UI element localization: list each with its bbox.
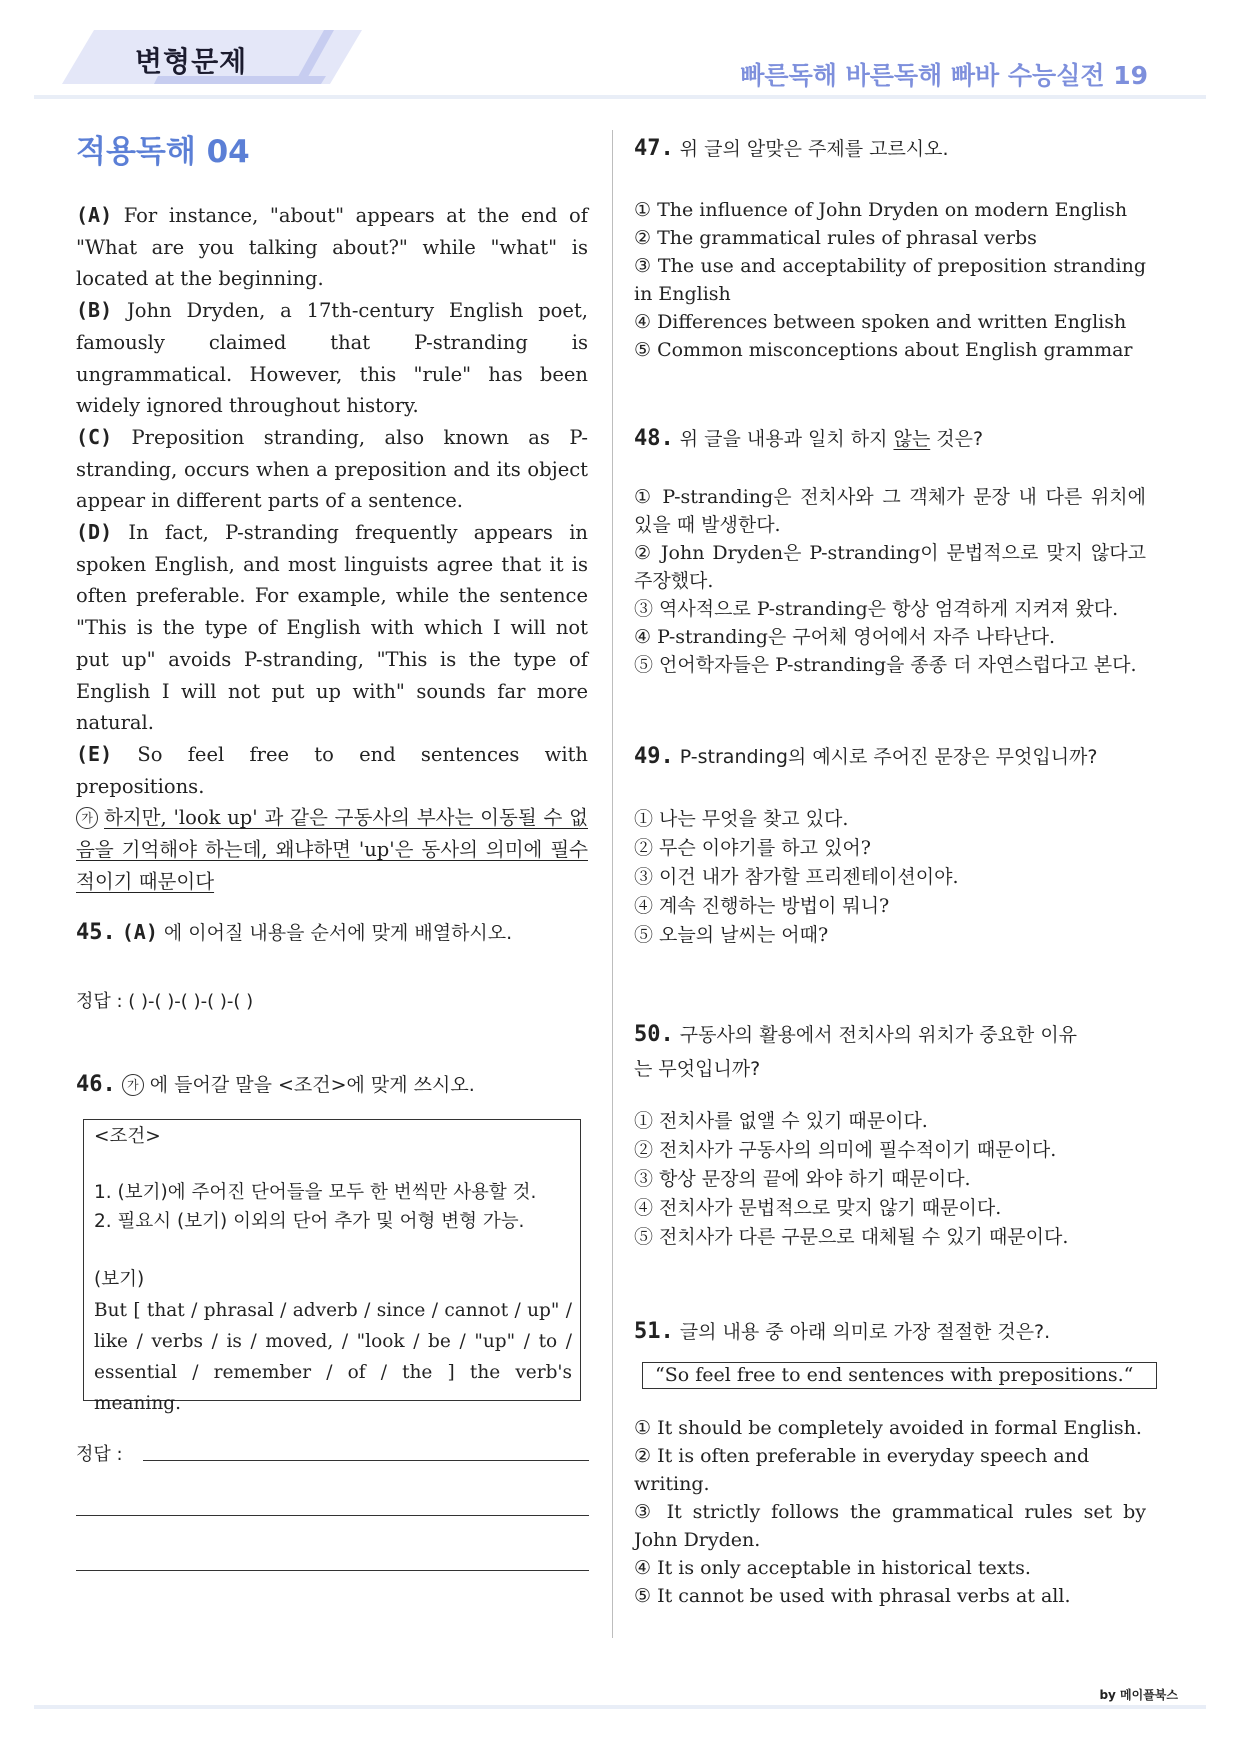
answer-line[interactable] (76, 1515, 589, 1516)
q49-options (634, 805, 1146, 950)
option-2[interactable]: ② The grammatical rules of phrasal verbs (634, 227, 1037, 249)
option-3[interactable]: ③ 항상 문장의 끝에 와야 하기 때문이다. (634, 1168, 971, 1190)
option-1[interactable]: ① 나는 무엇을 찾고 있다. (634, 808, 849, 830)
passage-paragraph-d (76, 517, 588, 739)
question-text: P-stranding의 예시로 주어진 문장은 무엇입니까? (679, 746, 1098, 768)
q50-options (634, 1107, 1146, 1252)
paragraph-label: (D) (76, 520, 113, 545)
option-3[interactable]: ③ 역사적으로 P-stranding은 항상 엄격하게 지켜져 왔다. (634, 598, 1119, 620)
question-51 (634, 1317, 1050, 1344)
option-1[interactable]: ① It should be completely avoided in formal English. (634, 1417, 1142, 1439)
option-5[interactable]: ⑤ 오늘의 날씨는 어때? (634, 924, 829, 946)
paragraph-text: So feel free to end sentences with prepositions. (76, 742, 588, 798)
condition-2: 2. 필요시 (보기) 이외의 단어 추가 및 어형 변형 가능. (94, 1211, 525, 1232)
question-text: 글의 내용 중 아래 의미로 가장 절절한 것은?. (679, 1321, 1051, 1343)
option-2[interactable]: ② 전치사가 구동사의 의미에 필수적이기 때문이다. (634, 1139, 1057, 1161)
paragraph-label: (C) (76, 424, 113, 449)
passage-paragraph-e (76, 739, 588, 802)
question-49 (634, 742, 1098, 769)
question-45 (76, 918, 512, 945)
question-number: 49. (634, 744, 674, 769)
option-1[interactable]: ① P-stranding은 전치사와 그 객체가 문장 내 다른 위치에 있을 때 발생한다. (634, 486, 1146, 536)
paragraph-text: For instance, "about" appears at the end of "What are you talking about?" while "what" is located at the beginning. (76, 204, 588, 291)
header-rule (34, 95, 1206, 99)
option-5[interactable]: ⑤ 전치사가 다른 구문으로 대체될 수 있기 때문이다. (634, 1226, 1069, 1248)
paragraph-label: (E) (76, 741, 113, 766)
reading-passage (76, 200, 588, 897)
option-4[interactable]: ④ P-stranding은 구어체 영어에서 자주 나타난다. (634, 626, 1056, 648)
question-text: 위 글의 알맞은 주제를 고르시오. (679, 138, 949, 160)
answer-line[interactable] (143, 1460, 589, 1461)
paragraph-label: (B) (76, 298, 113, 323)
passage-underlined-sentence (76, 802, 588, 897)
header-tag-label: 변형문제 (135, 45, 248, 78)
q48-options (634, 483, 1146, 679)
option-4[interactable]: ④ Differences between spoken and written English (634, 311, 1127, 333)
paragraph-text: Preposition stranding, also known as P-stranding, occurs when a preposition and its object appear in different parts of a sentence. (76, 425, 588, 513)
paragraph-label: (A) (76, 203, 113, 227)
question-text: 에 이어질 내용을 순서에 맞게 배열하시오. (157, 922, 513, 944)
option-3[interactable]: ③ 이건 내가 참가할 프리젠테이션이야. (634, 866, 959, 888)
question-46 (76, 1070, 475, 1097)
underlined-korean-sentence: 하지만, 'look up' 과 같은 구동사의 부사는 이동될 수 없음을 기억해야 하는데, 왜냐하면 'up'은 동사의 의미에 필수적이기 때문이다 (76, 806, 588, 893)
question-text: 에 들어갈 말을 <조건>에 맞게 쓰시오. (149, 1074, 475, 1096)
question-48 (634, 424, 983, 451)
question-text-underlined: 않는 (893, 428, 931, 450)
question-number: 47. (634, 136, 674, 161)
passage-paragraph-b (76, 295, 588, 422)
option-3[interactable]: ③ The use and acceptability of preposition stranding in English (634, 255, 1146, 305)
passage-paragraph-a (76, 200, 588, 295)
question-number: 50. (634, 1022, 674, 1047)
question-number: 46. (76, 1072, 116, 1097)
question-text: 구동사의 활용에서 전치사의 위치가 중요한 이유 (679, 1024, 1078, 1046)
option-5[interactable]: ⑤ Common misconceptions about English grammar (634, 339, 1133, 361)
condition-1: 1. (보기)에 주어진 단어들을 모두 한 번씩만 사용할 것. (94, 1182, 537, 1203)
bogi-label: (보기) (94, 1269, 145, 1290)
q45-answer-blanks[interactable]: 정답 : ( )-( )-( )-( )-( ) (76, 991, 254, 1012)
answer-line[interactable] (76, 1570, 589, 1571)
q46-answer-label: 정답 : (76, 1444, 123, 1465)
paragraph-reference: (A) (121, 920, 158, 944)
question-text: 것은? (930, 428, 984, 450)
option-4[interactable]: ④ 전치사가 문법적으로 맞지 않기 때문이다. (634, 1197, 1002, 1219)
conditions-title: <조건> (94, 1126, 161, 1147)
option-2[interactable]: ② John Dryden은 P-stranding이 문법적으로 맞지 않다고 주장했다. (634, 542, 1146, 592)
option-3[interactable]: ③ It strictly follows the grammatical rules set by John Dryden. (634, 1501, 1146, 1551)
paragraph-text: In fact, P-stranding frequently appears in spoken English, and most linguists agree that it is often preferable. For example, while the sentence "This is the type of English with which I will not put up" avoids P-stranding, "This is the type of English I will not put up with" sounds far more natural. (76, 521, 588, 735)
question-text: 위 글을 내용과 일치 하지 (679, 428, 894, 450)
question-number: 45. (76, 920, 116, 945)
option-1[interactable]: ① The influence of John Dryden on modern English (634, 199, 1128, 221)
question-text: 는 무엇입니까? (634, 1058, 761, 1080)
passage-paragraph-c (76, 422, 588, 517)
paragraph-text: John Dryden, a 17th-century English poet, famously claimed that P-stranding is ungrammatical. However, this "rule" has been widely ignored throughout history. (76, 299, 588, 418)
option-4[interactable]: ④ 계속 진행하는 방법이 뭐니? (634, 895, 890, 917)
publisher-credit: by 메이플북스 (1099, 1688, 1178, 1702)
q51-quote-box: “So feel free to end sentences with prepositions.“ (642, 1362, 1157, 1389)
footer-rule (34, 1705, 1206, 1709)
column-divider (612, 130, 613, 1638)
bogi-word-list: But [ that / phrasal / adverb / since / cannot / up" / like / verbs / is / moved, / "look / be / "up" / to / essential / remember / of / the ] the verb's meaning. (94, 1300, 572, 1414)
option-2[interactable]: ② It is often preferable in everyday speech and writing. (634, 1445, 1090, 1495)
option-1[interactable]: ① 전치사를 없앨 수 있기 때문이다. (634, 1110, 928, 1132)
conditions-box (83, 1119, 581, 1414)
q47-options (634, 196, 1146, 364)
circled-ga-marker: 가 (122, 1074, 144, 1096)
option-5[interactable]: ⑤ 언어학자들은 P-stranding을 종종 더 자연스럽다고 본다. (634, 654, 1137, 676)
q51-options (634, 1414, 1146, 1610)
question-number: 48. (634, 426, 674, 451)
question-47 (634, 134, 949, 161)
section-title: 적용독해 04 (76, 134, 250, 170)
header-book-title: 빠른독해 바른독해 빠바 수능실전 19 (740, 61, 1148, 90)
question-number: 51. (634, 1319, 674, 1344)
question-50 (634, 1018, 1077, 1086)
option-2[interactable]: ② 무슨 이야기를 하고 있어? (634, 837, 871, 859)
circled-ga-marker: 가 (76, 807, 98, 829)
option-4[interactable]: ④ It is only acceptable in historical texts. (634, 1557, 1031, 1579)
option-5[interactable]: ⑤ It cannot be used with phrasal verbs at all. (634, 1585, 1071, 1607)
